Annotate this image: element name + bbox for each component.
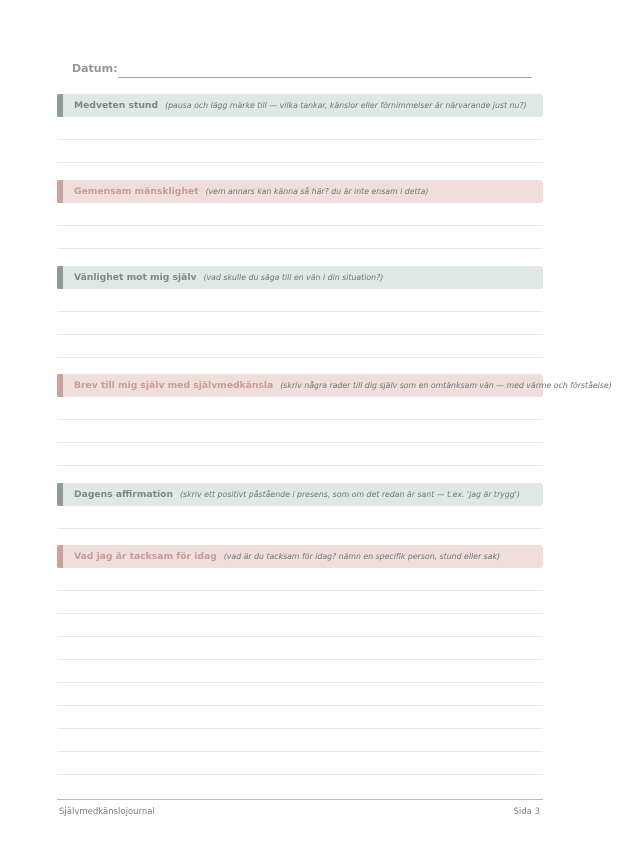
- section-header: [57, 483, 543, 506]
- section-title: Medveten stund: [74, 100, 159, 111]
- footer-page-number: Sida 3: [513, 807, 540, 817]
- writing-line[interactable]: [57, 568, 543, 591]
- section-header: [57, 374, 612, 397]
- writing-line[interactable]: [57, 335, 543, 358]
- section-accent-bar: [57, 483, 63, 506]
- writing-line[interactable]: [57, 683, 543, 706]
- writing-line[interactable]: [57, 506, 543, 529]
- section-accent-bar: [57, 180, 63, 203]
- writing-line[interactable]: [57, 420, 543, 443]
- writing-line[interactable]: [57, 706, 543, 729]
- section-accent-bar: [57, 374, 63, 397]
- writing-line[interactable]: [57, 117, 543, 140]
- section-accent-bar: [57, 545, 63, 568]
- journal-section: [57, 94, 543, 163]
- section-title: Vänlighet mot mig själv: [74, 272, 197, 283]
- writing-line[interactable]: [57, 203, 543, 226]
- section-hint: (vad är du tacksam för idag? nämn en specifik person, stund eller sak): [223, 552, 501, 561]
- section-accent-bar: [57, 94, 63, 117]
- writing-line[interactable]: [57, 660, 543, 683]
- writing-line[interactable]: [57, 637, 543, 660]
- section-title: Vad jag är tacksam för idag: [74, 551, 217, 562]
- section-title: Gemensam mänsklighet: [74, 186, 199, 197]
- journal-section: [57, 483, 543, 529]
- writing-line[interactable]: [57, 591, 543, 614]
- section-hint: (skriv några rader till dig själv som en omtänksam vän — med värme och förståelse): [280, 381, 612, 390]
- journal-section: [57, 545, 543, 775]
- section-header: [57, 545, 543, 568]
- footer-journal-name: Självmedkänslojournal: [59, 807, 155, 817]
- section-hint: (vad skulle du säga till en vän i din situation?): [203, 273, 384, 282]
- writing-line[interactable]: [57, 752, 543, 775]
- section-header: [57, 180, 543, 203]
- writing-line[interactable]: [57, 729, 543, 752]
- section-header: [57, 94, 543, 117]
- section-hint: (pausa och lägg märke till — vilka tankar, känslor eller förnimmelser är närvarande just nu?): [165, 101, 527, 110]
- section-header: [57, 266, 543, 289]
- section-title: Dagens affirmation: [74, 489, 173, 500]
- date-row: [72, 62, 532, 80]
- section-accent-bar: [57, 266, 63, 289]
- journal-section: [57, 374, 612, 466]
- section-hint: (vem annars kan känna så här? du är inte ensam i detta): [205, 187, 429, 196]
- writing-line[interactable]: [57, 140, 543, 163]
- section-hint: (skriv ett positivt påstående i presens, som om det redan är sant — t.ex. 'jag är trygg'): [180, 490, 520, 499]
- writing-line[interactable]: [57, 289, 543, 312]
- footer-divider: [57, 799, 543, 800]
- date-input-line[interactable]: [118, 77, 532, 78]
- section-title: Brev till mig själv med självmedkänsla: [74, 380, 274, 391]
- date-label: Datum:: [72, 62, 118, 75]
- writing-line[interactable]: [57, 443, 543, 466]
- writing-line[interactable]: [57, 226, 543, 249]
- writing-line[interactable]: [57, 614, 543, 637]
- journal-section: [57, 180, 543, 249]
- writing-line[interactable]: [57, 397, 543, 420]
- writing-line[interactable]: [57, 312, 543, 335]
- journal-section: [57, 266, 543, 358]
